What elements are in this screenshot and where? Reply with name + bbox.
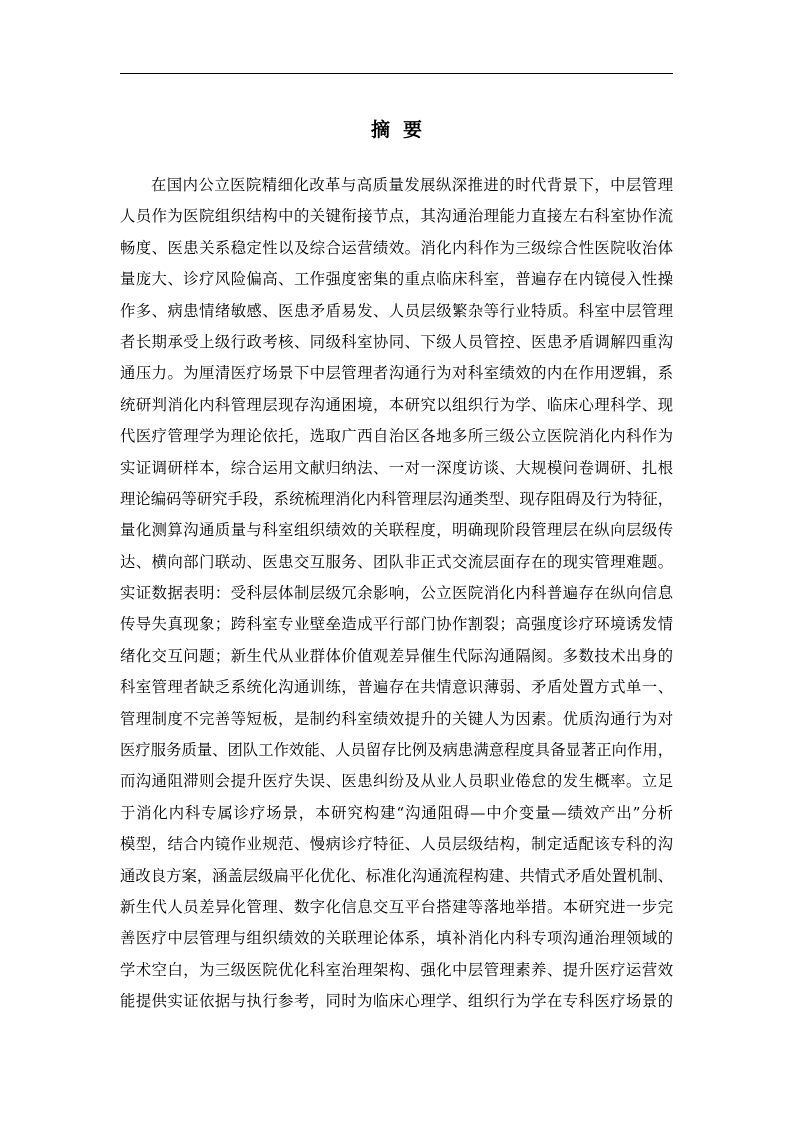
abstract-line: 在国内公立医院精细化改革与高质量发展纵深推进的时代背景下，中层管理	[151, 176, 673, 194]
abstract-line: 实证调研样本，综合运用文献归纳法、一对一深度访谈、大规模问卷调研、扎根	[120, 458, 673, 477]
abstract-line: 实证数据表明：受科层体制层级冗余影响，公立医院消化内科普遍存在纵向信息	[120, 584, 673, 603]
abstract-line: 通改良方案，涵盖层级扁平化优化、标准化沟通流程构建、共情式矛盾处置机制、	[120, 866, 673, 885]
abstract-line: 而沟通阻滞则会提升医疗失误、医患纠纷及从业人员职业倦怠的发生概率。立足	[120, 772, 673, 791]
abstract-line: 管理制度不完善等短板，是制约科室绩效提升的关键人为因素。优质沟通行为对	[120, 709, 673, 728]
abstract-line: 量庞大、诊疗风险偏高、工作强度密集的重点临床科室，普遍存在内镜侵入性操	[120, 270, 673, 289]
abstract-line: 医疗服务质量、团队工作效能、人员留存比例及病患满意程度具备显著正向作用，	[120, 741, 673, 760]
abstract-line: 学术空白，为三级医院优化科室治理架构、强化中层管理素养、提升医疗运营效	[120, 960, 673, 979]
abstract-line: 科室管理者缺乏系统化沟通训练，普遍存在共情意识薄弱、矛盾处置方式单一、	[120, 678, 673, 697]
abstract-line: 善医疗中层管理与组织绩效的关联理论体系，填补消化内科专项沟通治理领域的	[120, 929, 673, 948]
abstract-line: 统研判消化内科管理层现存沟通困境，本研究以组织行为学、临床心理科学、现	[120, 395, 673, 414]
header-rule	[120, 73, 673, 74]
abstract-line: 于消化内科专属诊疗场景，本研究构建“沟通阻碍—中介变量—绩效产出”分析	[120, 803, 673, 822]
abstract-line: 达、横向部门联动、医患交互服务、团队非正式交流层面存在的现实管理难题。	[120, 552, 673, 571]
abstract-body	[120, 170, 673, 1018]
abstract-line: 代医疗管理学为理论依托，选取广西自治区各地多所三级公立医院消化内科作为	[120, 427, 673, 446]
abstract-line: 作多、病患情绪敏感、医患矛盾易发、人员层级繁杂等行业特质。科室中层管理	[120, 301, 673, 320]
abstract-line: 者长期承受上级行政考核、同级科室协同、下级人员管控、医患矛盾调解四重沟	[120, 332, 673, 351]
abstract-line: 量化测算沟通质量与科室组织绩效的关联程度，明确现阶段管理层在纵向层级传	[120, 521, 673, 540]
abstract-line: 通压力。为厘清医疗场景下中层管理者沟通行为对科室绩效的内在作用逻辑，系	[120, 364, 673, 383]
abstract-line: 人员作为医院组织结构中的关键衔接节点，其沟通治理能力直接左右科室协作流	[120, 207, 673, 226]
abstract-line: 理论编码等研究手段，系统梳理消化内科管理层沟通类型、现存阻碍及行为特征，	[120, 489, 673, 508]
abstract-line: 畅度、医患关系稳定性以及综合运营绩效。消化内科作为三级综合性医院收治体	[120, 238, 673, 257]
page-title: 摘要	[370, 118, 435, 141]
abstract-line: 能提供实证依据与执行参考，同时为临床心理学、组织行为学在专科医疗场景的	[120, 992, 673, 1011]
abstract-line: 传导失真现象；跨科室专业壁垒造成平行部门协作割裂；高强度诊疗环境诱发情	[120, 615, 673, 634]
abstract-line: 模型，结合内镜作业规范、慢病诊疗特征、人员层级结构，制定适配该专科的沟	[120, 835, 673, 854]
abstract-line: 新生代人员差异化管理、数字化信息交互平台搭建等落地举措。本研究进一步完	[120, 897, 673, 916]
abstract-line: 绪化交互问题；新生代从业群体价值观差异催生代际沟通隔阂。多数技术出身的	[120, 646, 673, 665]
